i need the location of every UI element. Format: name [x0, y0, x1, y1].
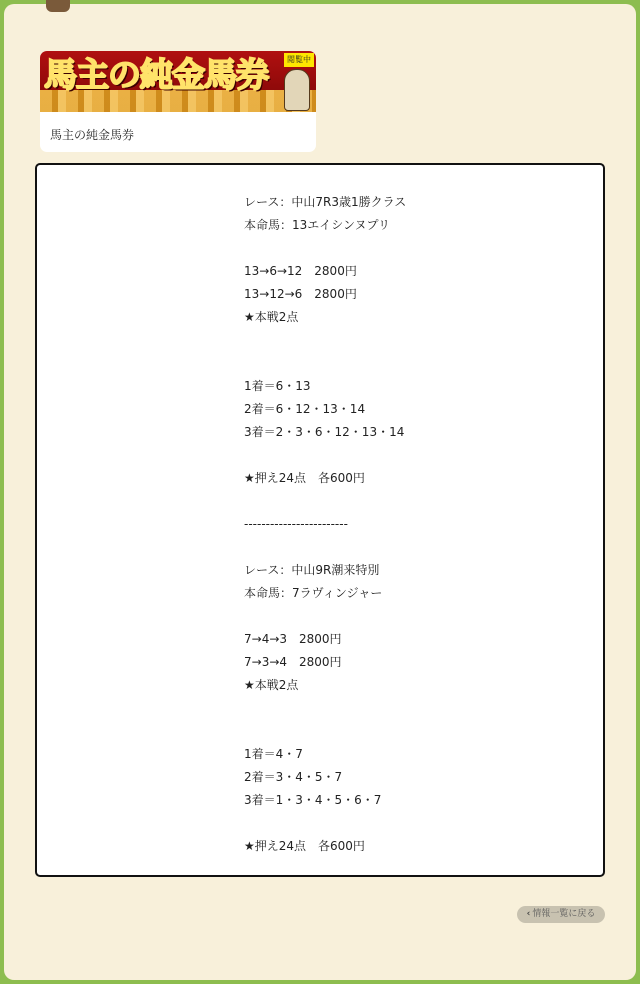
content-line — [244, 536, 584, 559]
content-line — [244, 812, 584, 835]
content-line: 2着＝3・4・5・7 — [244, 770, 343, 784]
content-line — [244, 444, 584, 467]
chevron-left-icon: ‹ — [526, 909, 531, 919]
page-background — [4, 4, 636, 980]
content-line: ★押え24点 各600円 — [244, 471, 365, 485]
corner-decoration-icon — [46, 0, 70, 12]
banner-title: 馬主の純金馬券 — [44, 55, 268, 94]
content-line — [244, 490, 584, 513]
back-to-list-button[interactable] — [517, 906, 605, 923]
content-line — [244, 352, 584, 375]
viewing-badge: 閲覧中 — [284, 53, 314, 67]
content-line: 1着＝4・7 — [244, 747, 303, 761]
content-line: 3着＝2・3・6・12・13・14 — [244, 425, 405, 439]
content-line: 7→4→3 2800円 — [244, 632, 342, 646]
content-line: 13→12→6 2800円 — [244, 287, 357, 301]
content-line — [244, 697, 584, 720]
prediction-content — [35, 163, 605, 877]
prediction-text — [244, 191, 584, 858]
site-banner[interactable] — [40, 51, 316, 112]
content-line — [244, 237, 584, 260]
content-line — [244, 720, 584, 743]
content-line: ★本戦2点 — [244, 310, 299, 324]
content-line: レース：中山7R3歳1勝クラス — [244, 195, 407, 209]
mascot-icon — [284, 69, 310, 111]
content-line: 2着＝6・12・13・14 — [244, 402, 366, 416]
content-line: ★押え24点 各600円 — [244, 839, 365, 853]
back-to-list-label: 情報一覧に戻る — [532, 909, 596, 919]
content-line: ★本戦2点 — [244, 678, 299, 692]
content-line — [244, 605, 584, 628]
content-line: 7→3→4 2800円 — [244, 655, 342, 669]
content-line: ------------------------ — [244, 517, 348, 531]
content-line: レース：中山9R潮来特別 — [244, 563, 380, 577]
content-line: 13→6→12 2800円 — [244, 264, 357, 278]
content-line: 1着＝6・13 — [244, 379, 311, 393]
content-line — [244, 329, 584, 352]
site-name: 馬主の純金馬券 — [50, 128, 135, 142]
content-line: 3着＝1・3・4・5・6・7 — [244, 793, 382, 807]
site-card[interactable] — [40, 51, 316, 152]
content-line: 本命馬：7ラヴィンジャー — [244, 586, 383, 600]
content-line: 本命馬：13エイシンヌプリ — [244, 218, 391, 232]
